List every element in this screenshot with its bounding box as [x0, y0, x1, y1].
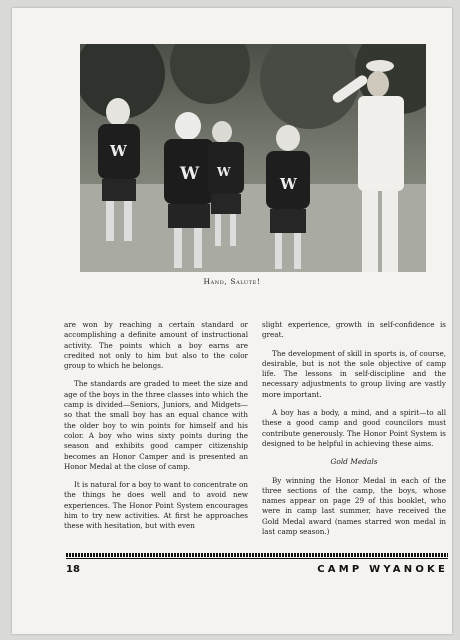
section-heading: Gold Medals — [330, 457, 378, 467]
footer-rule — [66, 553, 448, 557]
running-title: CAMP WYANOKE — [317, 564, 448, 575]
svg-text:W: W — [180, 164, 200, 184]
paragraph: are won by reaching a certain standard or accomplishing a definite amount of instructional activity. The points which a boy earns are credited not only to him but also to the color group to which he belongs. — [64, 320, 248, 371]
paragraph: By winning the Honor Medal in each of the three sections of the camp, the boys, whose names appear on page 29 of this booklet, who were in camp last summer, have received the Gold Medal award (names starred won medal in last camp season.) — [262, 475, 446, 537]
paragraph: The standards are graded to meet the size and age of the boys in the three classes into which the camp is divided—Seniors, Juniors, and Midgets—so that the small boy has an equal chance with the older boy to win points for himself and his color. A boy who wins sixty points during the season and exhibits good camper citizenship becomes an Honor Camper and is presented an Honor Medal at the close of camp. — [64, 379, 248, 471]
svg-text:W: W — [280, 175, 297, 193]
photo-caption: Hand, Salute! — [203, 277, 261, 286]
right-column — [262, 320, 446, 545]
paragraph: It is natural for a boy to want to concentrate on the things he does well and to avoid new experiences. The Honor Point System encourages him to try new activities. At first he approaches these with hesitation, but with even — [64, 480, 248, 531]
photo-drawing — [80, 44, 426, 272]
page-number: 18 — [66, 564, 80, 575]
paragraph: The development of skill in sports is, of course, desirable, but is not the sole objective of camp life. The lessons in self-discipline and the necessary adjustments to group living are vastly more important. — [262, 348, 446, 399]
svg-text:W: W — [110, 142, 127, 160]
booklet-page — [12, 8, 452, 634]
paragraph: A boy has a body, a mind, and a spirit—to all these a good camp and good councilors must contribute generously. The Honor Point System is designed to be helpful in achieving these aims. — [262, 408, 446, 448]
paragraph: slight experience, growth in self-confidence is great. — [262, 320, 446, 340]
svg-text:W: W — [217, 165, 231, 179]
photo-salute — [80, 44, 426, 272]
left-column — [64, 320, 248, 540]
footer-rule-line — [66, 558, 448, 559]
